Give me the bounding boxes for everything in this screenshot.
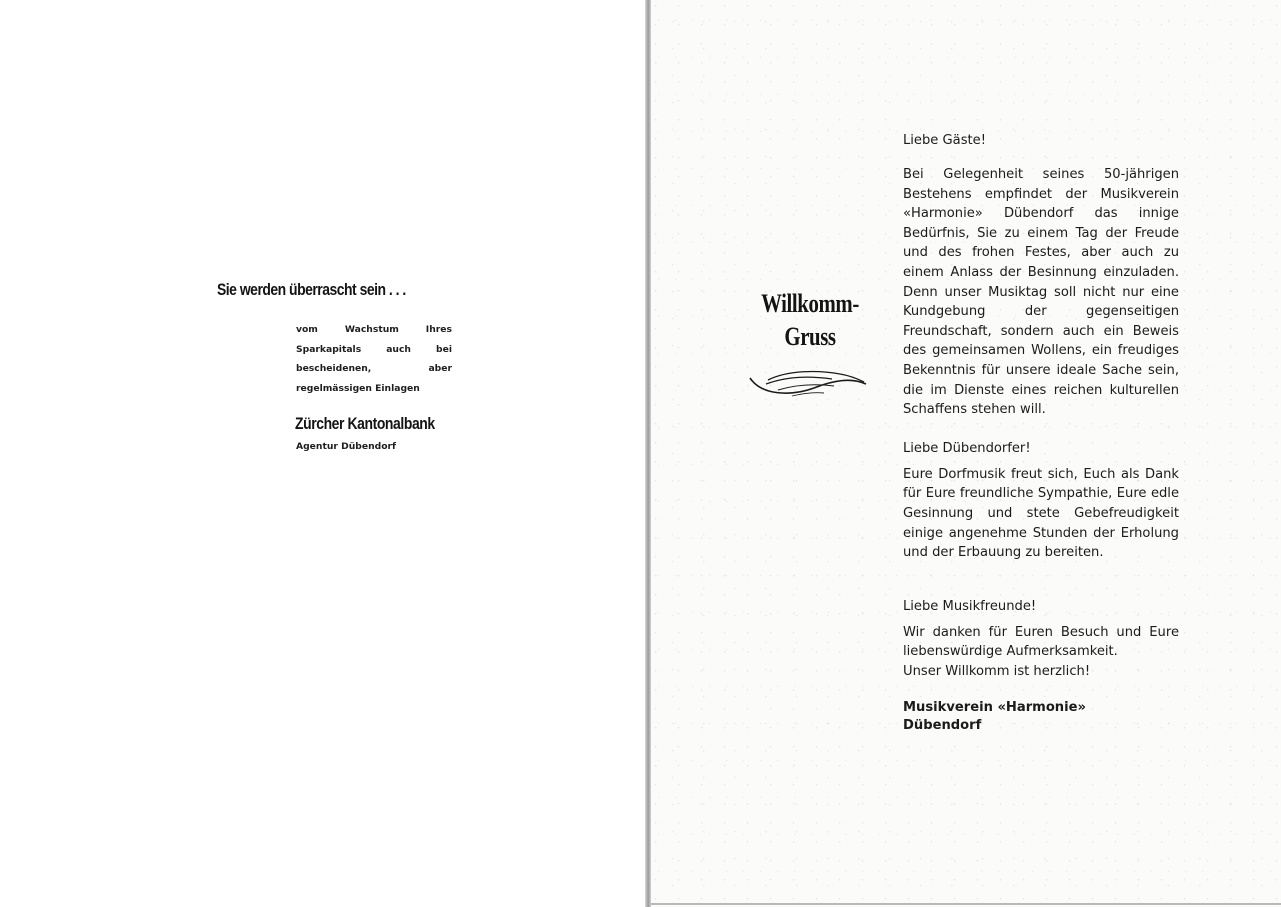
closing-line: Unser Willkomm ist herzlich! bbox=[903, 663, 1091, 679]
salutation-musikfreunde: Liebe Musikfreunde! bbox=[903, 598, 1037, 614]
ad-body: vom Wachstum Ihres Sparkapitals auch bei bescheidenen, aber regelmässigen Einlagen bbox=[296, 324, 452, 394]
signature-line1: Musikverein «Harmonie» bbox=[903, 700, 1086, 716]
paragraph-guests: Bei Gelegenheit seines 50-jährigen Bestehens empfindet der Musikverein «Harmonie» Dübendorf das innige Bedürfnis, Sie zu einem Tag der Freude und des frohen Festes, aber auch zu einem Anlass der Besinnung einzuladen. Denn unser Musiktag soll nicht nur eine Kundgebung der gegenseitigen Freundschaft, sondern auch ein Beweis des gemeinsamen Wollens, ein freudiges Bekenntnis für unsere ideale Sache sein, die im Dienste eines reichen kulturellen Schaffens stehen will. bbox=[903, 167, 1179, 418]
salutation-guests: Liebe Gäste! bbox=[903, 133, 986, 148]
welcome-title-line1: Willkomm- bbox=[761, 289, 859, 318]
welcome-title bbox=[754, 287, 866, 353]
ornamental-flourish-icon bbox=[748, 366, 868, 400]
signature-line2: Dübendorf bbox=[903, 718, 982, 734]
paragraph-musikfreunde: Wir danken für Euren Besuch und Eure liebenswürdige Aufmerksamkeit. bbox=[903, 624, 1179, 660]
welcome-title-line2: Gruss bbox=[784, 322, 836, 351]
ad-headline: Sie werden überrascht sein . . . bbox=[217, 280, 406, 299]
bank-branch: Agentur Dübendorf bbox=[296, 441, 397, 452]
paragraph-duebendorfer: Eure Dorfmusik freut sich, Euch als Dank für Eure freundliche Sympathie, Eure edle Gesinnung und stete Gebefreudigkeit einige angenehme Stunden der Erholung und der Erbauung zu bereiten. bbox=[903, 466, 1179, 561]
welcome-letter bbox=[903, 131, 1179, 735]
page-bottom-edge bbox=[651, 903, 1281, 905]
salutation-duebendorfer: Liebe Dübendorfer! bbox=[903, 440, 1031, 456]
bank-name: Zürcher Kantonalbank bbox=[295, 414, 435, 433]
